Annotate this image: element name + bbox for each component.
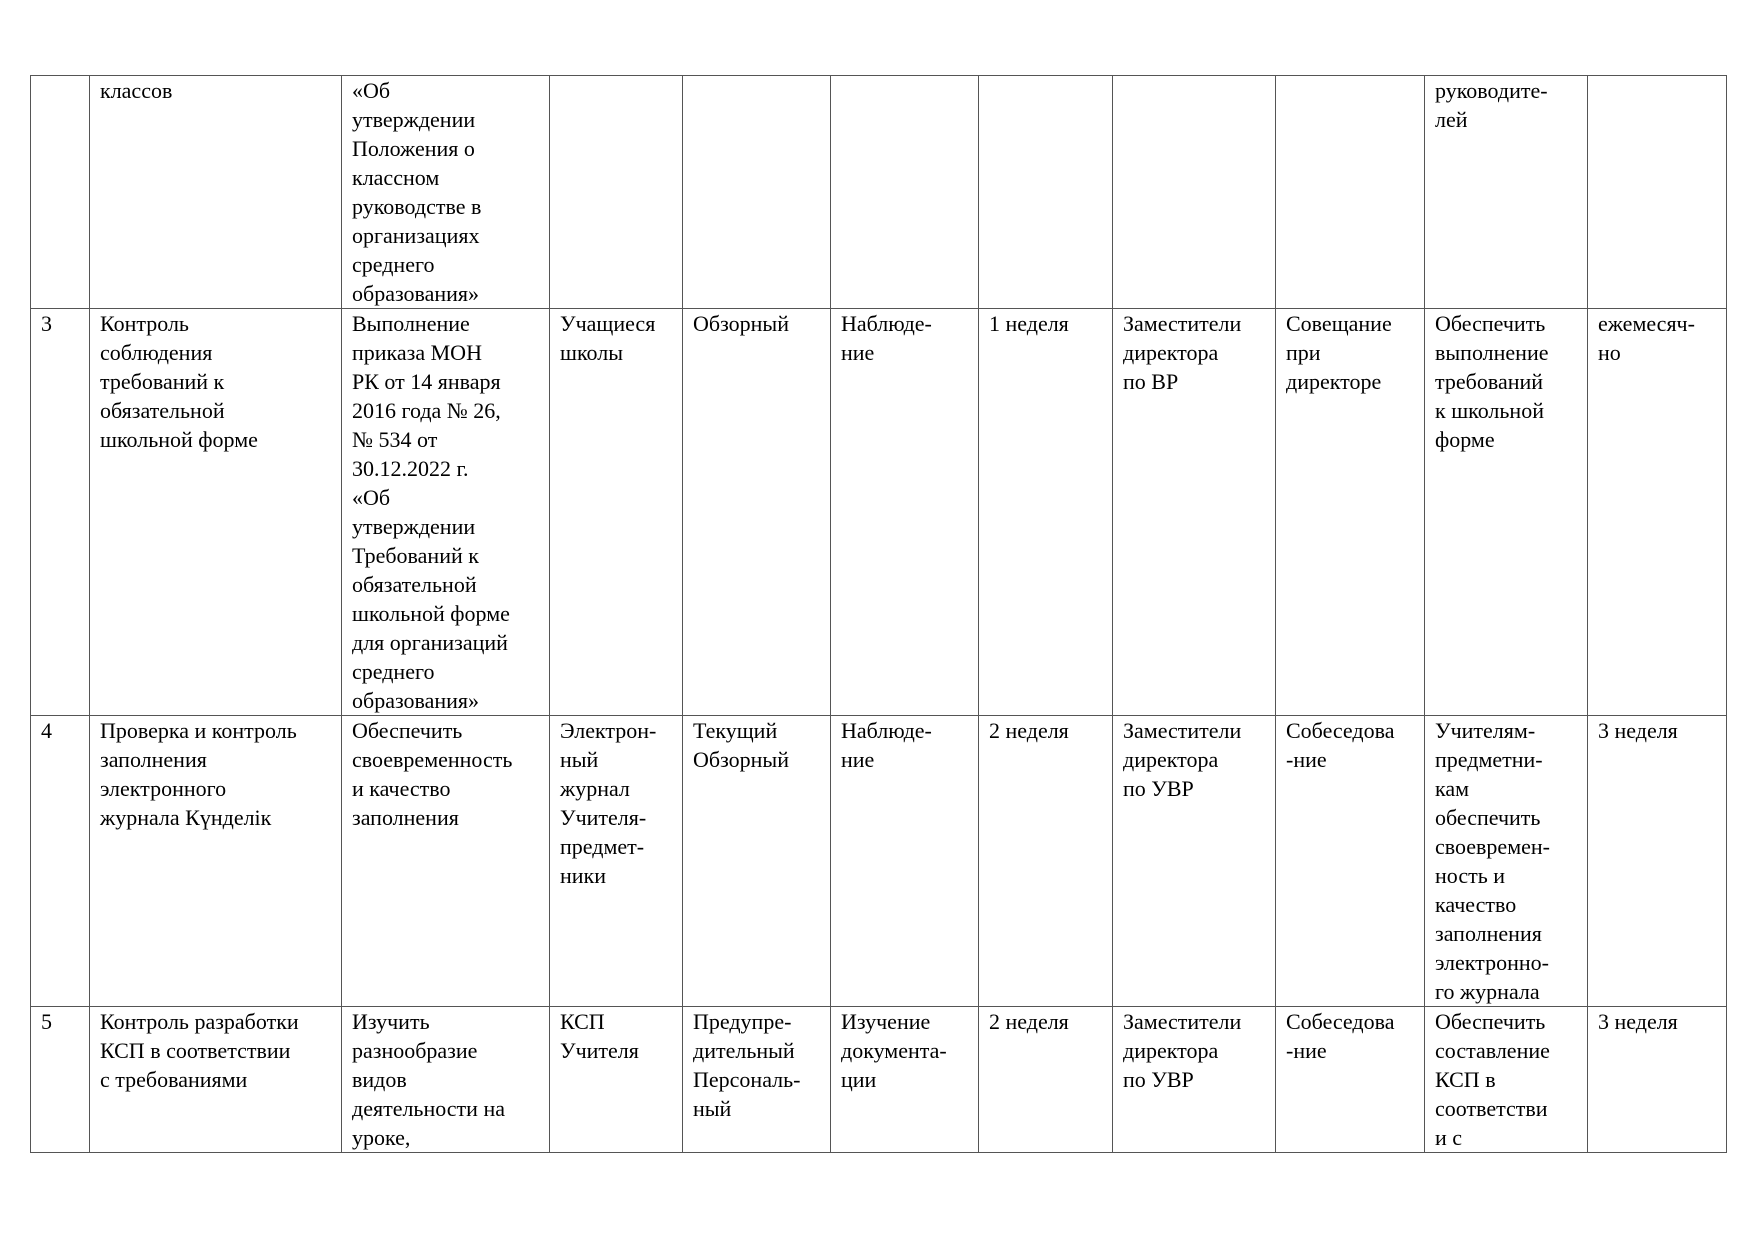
control-type-cell (683, 76, 831, 309)
cell-text-line: приказа МОН (352, 340, 482, 365)
control-object-cell (550, 1007, 683, 1153)
cell-text-line: школы (560, 340, 623, 365)
cell-text-line: образования» (352, 688, 480, 713)
cell-text-line: Учащиеся (560, 311, 656, 336)
cell-text-line: по УВР (1123, 1067, 1194, 1092)
control-plan-table (30, 75, 1727, 1153)
cell-text-line: разнообразие (352, 1038, 478, 1063)
cell-text-line: Положения о (352, 136, 475, 161)
control-type-cell (683, 1007, 831, 1153)
review-place-cell (1276, 76, 1425, 309)
cell-text-line: образования» (352, 281, 480, 306)
cell-text-line: по ВР (1123, 369, 1179, 394)
cell-text-line: форме (1435, 427, 1495, 452)
cell-text-line: Обеспечить (1435, 1009, 1546, 1034)
control-type-cell (683, 309, 831, 716)
cell-text-line: деятельности на (352, 1096, 505, 1121)
responsible-cell (1113, 76, 1276, 309)
cell-text-line: КСП (560, 1009, 605, 1034)
cell-text-line: директора (1123, 340, 1219, 365)
deadline-cell (979, 716, 1113, 1007)
control-object-cell (550, 76, 683, 309)
cell-text-line: 4 (41, 718, 52, 743)
cell-text-line: Заместители (1123, 311, 1242, 336)
cell-text-line: предмет- (560, 834, 645, 859)
control-method-cell (831, 716, 979, 1007)
cell-text-line: дительный (693, 1038, 795, 1063)
management-decision-cell (1425, 309, 1588, 716)
number-cell (31, 1007, 90, 1153)
cell-text-line: Электрон- (560, 718, 657, 743)
review-place-cell (1276, 309, 1425, 716)
repeat-control-cell (1588, 1007, 1727, 1153)
cell-text-line: с требованиями (100, 1067, 248, 1092)
cell-text-line: ции (841, 1067, 877, 1092)
cell-text-line: обеспечить (1435, 805, 1541, 830)
control-subject-cell (90, 76, 342, 309)
cell-text-line: заполнения (100, 747, 207, 772)
cell-text-line: ники (560, 863, 607, 888)
control-subject-cell (90, 716, 342, 1007)
cell-text-line: своевремен- (1435, 834, 1550, 859)
cell-text-line: утверждении (352, 107, 476, 132)
cell-text-line: Учителям- (1435, 718, 1536, 743)
cell-text-line: требований (1435, 369, 1544, 394)
cell-text-line: видов (352, 1067, 407, 1092)
cell-text-line: № 534 от (352, 427, 438, 452)
cell-text-line: Учителя- (560, 805, 647, 830)
cell-text-line: «Об (352, 485, 391, 510)
cell-text-line: соответстви (1435, 1096, 1548, 1121)
cell-text-line: Наблюде- (841, 718, 932, 743)
cell-text-line: кам (1435, 776, 1470, 801)
cell-text-line: Выполнение (352, 311, 470, 336)
control-method-cell (831, 76, 979, 309)
cell-text-line: Обеспечить (1435, 311, 1546, 336)
cell-text-line: Изучение (841, 1009, 931, 1034)
cell-text-line: школьной форме (352, 601, 510, 626)
cell-text-line: документа- (841, 1038, 947, 1063)
cell-text-line: Контроль (100, 311, 189, 336)
control-method-cell (831, 1007, 979, 1153)
cell-text-line: 3 неделя (1598, 1009, 1678, 1034)
cell-text-line: и с (1435, 1125, 1463, 1150)
cell-text-line: «Об (352, 78, 391, 103)
repeat-control-cell (1588, 716, 1727, 1007)
repeat-control-cell (1588, 76, 1727, 309)
cell-text-line: 5 (41, 1009, 52, 1034)
cell-text-line: предметни- (1435, 747, 1543, 772)
deadline-cell (979, 309, 1113, 716)
management-decision-cell (1425, 76, 1588, 309)
cell-text-line: Собеседова (1286, 1009, 1395, 1034)
cell-text-line: качество (1435, 892, 1517, 917)
control-object-cell (550, 309, 683, 716)
cell-text-line: Контроль разработки (100, 1009, 299, 1034)
cell-text-line: ние (841, 747, 875, 772)
cell-text-line: своевременность (352, 747, 513, 772)
cell-text-line: Требований к (352, 543, 479, 568)
cell-text-line: классов (100, 78, 173, 103)
cell-text-line: Проверка и контроль (100, 718, 297, 743)
cell-text-line: Наблюде- (841, 311, 932, 336)
cell-text-line: Собеседова (1286, 718, 1395, 743)
control-goal-cell (342, 1007, 550, 1153)
cell-text-line: журнал (560, 776, 630, 801)
table-row (31, 1007, 1727, 1153)
cell-text-line: журнала Күнделік (100, 805, 272, 830)
cell-text-line: РК от 14 января (352, 369, 501, 394)
cell-text-line: -ние (1286, 747, 1327, 772)
responsible-cell (1113, 1007, 1276, 1153)
cell-text-line: Обзорный (693, 747, 789, 772)
deadline-cell (979, 76, 1113, 309)
cell-text-line: лей (1435, 107, 1468, 132)
cell-text-line: Персональ- (693, 1067, 801, 1092)
cell-text-line: но (1598, 340, 1621, 365)
cell-text-line: по УВР (1123, 776, 1194, 801)
cell-text-line: 3 неделя (1598, 718, 1678, 743)
cell-text-line: электронного (100, 776, 227, 801)
cell-text-line: Предупре- (693, 1009, 792, 1034)
cell-text-line: руководстве в (352, 194, 482, 219)
cell-text-line: директора (1123, 1038, 1219, 1063)
cell-text-line: составление (1435, 1038, 1550, 1063)
cell-text-line: КСП в (1435, 1067, 1496, 1092)
cell-text-line: руководите- (1435, 78, 1548, 103)
cell-text-line: обязательной (352, 572, 477, 597)
responsible-cell (1113, 309, 1276, 716)
cell-text-line: организациях (352, 223, 480, 248)
cell-text-line: КСП в соответствии (100, 1038, 291, 1063)
cell-text-line: 2016 года № 26, (352, 398, 501, 423)
cell-text-line: директора (1123, 747, 1219, 772)
table-row (31, 76, 1727, 309)
cell-text-line: Совещание (1286, 311, 1392, 336)
cell-text-line: уроке, (352, 1125, 411, 1150)
control-subject-cell (90, 1007, 342, 1153)
number-cell (31, 716, 90, 1007)
cell-text-line: и качество (352, 776, 451, 801)
table-row (31, 716, 1727, 1007)
cell-text-line: 2 неделя (989, 1009, 1069, 1034)
cell-text-line: ный (560, 747, 599, 772)
review-place-cell (1276, 1007, 1425, 1153)
cell-text-line: ность и (1435, 863, 1506, 888)
cell-text-line: го журнала (1435, 979, 1540, 1004)
cell-text-line: школьной форме (100, 427, 258, 452)
control-object-cell (550, 716, 683, 1007)
cell-text-line: -ние (1286, 1038, 1327, 1063)
cell-text-line: заполнения (352, 805, 459, 830)
number-cell (31, 76, 90, 309)
repeat-control-cell (1588, 309, 1727, 716)
cell-text-line: для организаций (352, 630, 508, 655)
cell-text-line: обязательной (100, 398, 225, 423)
cell-text-line: Учителя (560, 1038, 639, 1063)
cell-text-line: Обеспечить (352, 718, 463, 743)
cell-text-line: ние (841, 340, 875, 365)
cell-text-line: выполнение (1435, 340, 1549, 365)
responsible-cell (1113, 716, 1276, 1007)
cell-text-line: Обзорный (693, 311, 789, 336)
cell-text-line: электронно- (1435, 950, 1549, 975)
cell-text-line: Текущий (693, 718, 778, 743)
control-method-cell (831, 309, 979, 716)
cell-text-line: Изучить (352, 1009, 430, 1034)
cell-text-line: Заместители (1123, 1009, 1242, 1034)
number-cell (31, 309, 90, 716)
cell-text-line: соблюдения (100, 340, 213, 365)
management-decision-cell (1425, 716, 1588, 1007)
cell-text-line: Заместители (1123, 718, 1242, 743)
control-goal-cell (342, 716, 550, 1007)
cell-text-line: 1 неделя (989, 311, 1069, 336)
cell-text-line: к школьной (1435, 398, 1544, 423)
cell-text-line: ежемесяч- (1598, 311, 1695, 336)
table-row (31, 309, 1727, 716)
cell-text-line: заполнения (1435, 921, 1542, 946)
control-type-cell (683, 716, 831, 1007)
control-goal-cell (342, 309, 550, 716)
management-decision-cell (1425, 1007, 1588, 1153)
cell-text-line: 2 неделя (989, 718, 1069, 743)
cell-text-line: 3 (41, 311, 52, 336)
review-place-cell (1276, 716, 1425, 1007)
cell-text-line: среднего (352, 659, 435, 684)
cell-text-line: среднего (352, 252, 435, 277)
control-subject-cell (90, 309, 342, 716)
cell-text-line: утверждении (352, 514, 476, 539)
cell-text-line: ный (693, 1096, 732, 1121)
cell-text-line: директоре (1286, 369, 1382, 394)
table-body (31, 76, 1727, 1153)
control-goal-cell (342, 76, 550, 309)
cell-text-line: 30.12.2022 г. (352, 456, 469, 481)
deadline-cell (979, 1007, 1113, 1153)
cell-text-line: классном (352, 165, 440, 190)
cell-text-line: при (1286, 340, 1321, 365)
cell-text-line: требований к (100, 369, 225, 394)
